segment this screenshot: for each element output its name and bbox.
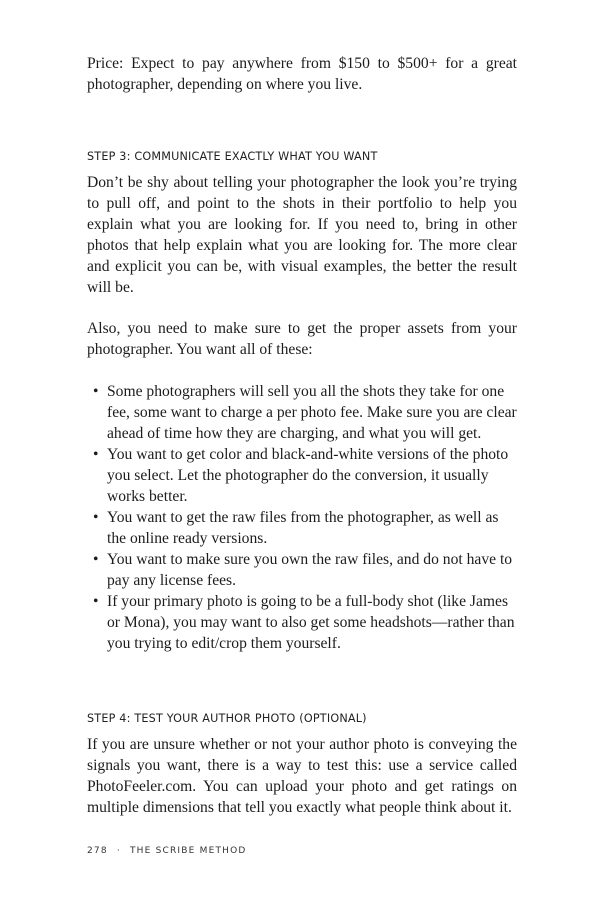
- bullet-icon: •: [93, 551, 99, 568]
- list-item: • You want to get color and black-and-white versions of the photo you select. Let the photographer do the conversion, it usually works better.: [93, 446, 509, 505]
- bullet-icon: •: [93, 509, 99, 526]
- step3-paragraph-1: Don’t be shy about telling your photographer the look you’re trying to pull off, and point to the shots in their portfolio to help you explain what you are looking for. If you need to, bring in other photos that help explain what you are looking for. The more clear and explicit you can be, with visual examples, the better the result will be.: [87, 174, 517, 296]
- step4-paragraph: If you are unsure whether or not your author photo is conveying the signals you want, there is a way to test this: use a service called PhotoFeeler.com. You can upload your photo and get ratings on multiple dimensions that tell you exactly what people think about it.: [87, 736, 517, 816]
- bullet-icon: •: [93, 593, 99, 610]
- bullet-icon: •: [93, 446, 99, 463]
- list-item: • You want to make sure you own the raw files, and do not have to pay any license fees.: [93, 551, 513, 589]
- assets-bullet-list: [87, 381, 517, 654]
- list-item: • If your primary photo is going to be a full-body shot (like James or Mona), you may want to also get some headshots—rather than you trying to edit/crop them yourself.: [93, 593, 515, 652]
- list-item: • Some photographers will sell you all the shots they take for one fee, some want to charge a per photo fee. Make sure you are clear ahead of time how they are charging, and what you will get.: [93, 383, 517, 442]
- bullet-icon: •: [93, 383, 99, 400]
- footer-separator: ·: [116, 846, 121, 856]
- page-number: 278: [87, 846, 108, 856]
- step4-heading: STEP 4: TEST YOUR AUTHOR PHOTO (OPTIONAL): [87, 712, 367, 725]
- step3-heading: STEP 3: COMMUNICATE EXACTLY WHAT YOU WANT: [87, 150, 378, 163]
- price-paragraph: Price: Expect to pay anywhere from $150 to $500+ for a great photographer, depending on where you live.: [87, 55, 517, 93]
- book-title: THE SCRIBE METHOD: [129, 846, 247, 856]
- list-item: • You want to get the raw files from the photographer, as well as the online ready versions.: [93, 509, 499, 547]
- step3-paragraph-2: Also, you need to make sure to get the proper assets from your photographer. You want all of these:: [87, 320, 517, 358]
- page-footer: [87, 846, 247, 856]
